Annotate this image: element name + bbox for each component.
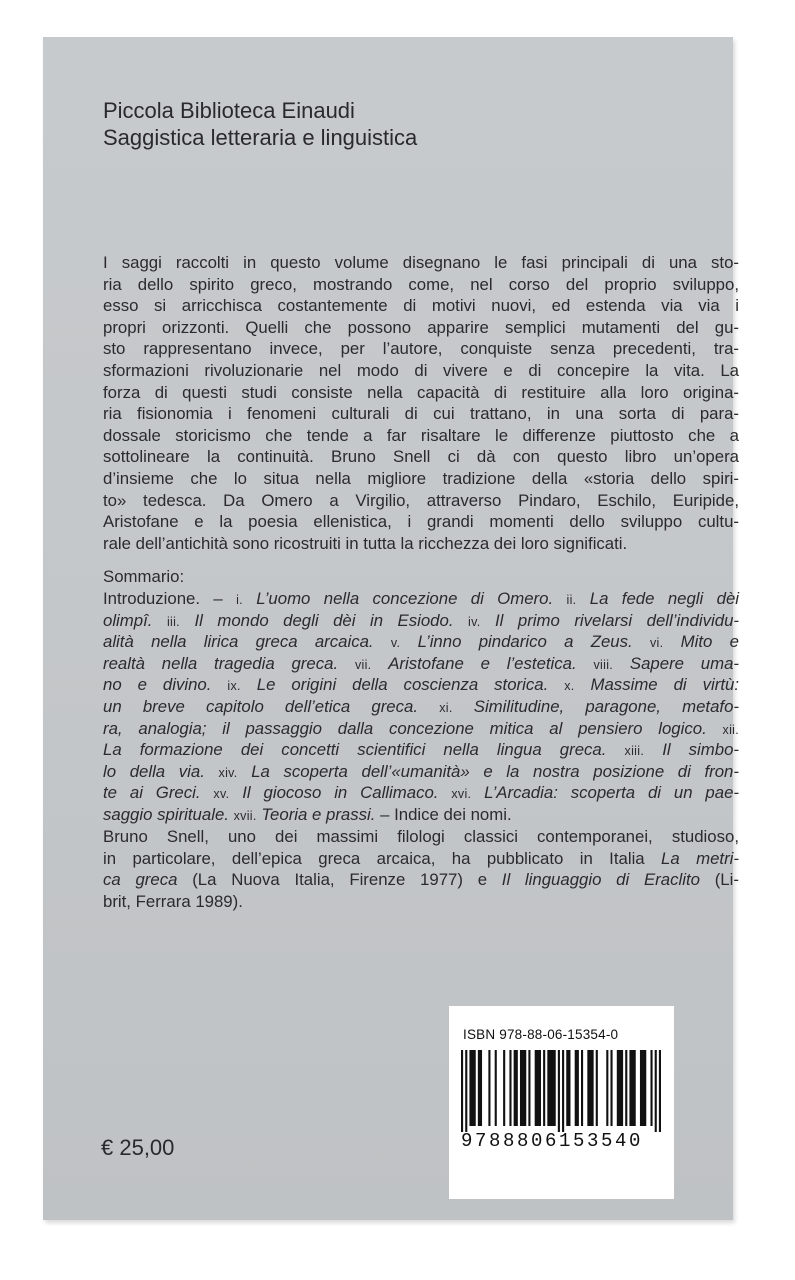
chapter-number: xvi. <box>451 787 472 802</box>
chapter-title: ra, analogia; il passaggio dalla concezione mitica al pensiero logico. <box>103 718 707 738</box>
description-line: to» tedesca. Da Omero a Virgilio, attraverso Pindaro, Eschilo, Euripide, <box>103 490 739 510</box>
barcode-bar <box>509 1050 511 1126</box>
chapter-number: iii. <box>166 614 180 629</box>
barcode-bar <box>520 1050 526 1126</box>
chapter-number: xv. <box>213 787 230 802</box>
table-of-contents <box>103 588 739 826</box>
contents-line <box>103 718 739 740</box>
chapter-number: ix. <box>227 679 241 694</box>
barcode-bar <box>625 1050 627 1126</box>
series-subtitle: Saggistica letteraria e linguistica <box>103 125 418 150</box>
barcode-bar <box>478 1050 482 1126</box>
author-bio <box>103 826 739 912</box>
chapter-number: xi. <box>439 700 453 715</box>
chapter-title: realtà nella tragedia greca. <box>103 653 339 673</box>
barcode-bar <box>528 1050 530 1126</box>
book-title: Il linguaggio di Eraclito <box>501 870 700 890</box>
price: € 25,00 <box>101 1135 175 1160</box>
barcode-bar <box>610 1050 612 1126</box>
contents-line <box>103 588 739 610</box>
chapter-number: iv. <box>468 614 481 629</box>
barcode-bar <box>469 1050 475 1126</box>
chapter-number: xiv. <box>218 765 238 780</box>
barcode <box>461 1050 661 1132</box>
isbn-number: ISBN 978-88-06-15354-0 <box>463 1027 619 1042</box>
contents-intro: Introduzione. – <box>103 589 223 608</box>
barcode-bar <box>575 1050 579 1126</box>
chapter-number: xiii. <box>624 744 645 759</box>
barcode-bar <box>535 1050 541 1126</box>
contents-line <box>103 653 739 675</box>
barcode-bar <box>503 1050 505 1126</box>
chapter-title: saggio spirituale. <box>103 804 229 824</box>
contents-line <box>103 696 739 718</box>
barcode-bar <box>562 1050 564 1132</box>
chapter-number: x. <box>564 679 575 694</box>
barcode-bar <box>596 1050 598 1126</box>
chapter-title: La scoperta dell’«umanità» e la nostra posizione di fron- <box>251 761 739 781</box>
book-title: ca greca <box>103 870 178 890</box>
description-line: propri orizzonti. Quelli che possono apparire semplici mutamenti del gu- <box>103 317 739 337</box>
chapter-title: alità nella lirica greca arcaica. <box>103 632 374 652</box>
chapter-title: lo della via. <box>103 761 205 781</box>
barcode-bar <box>461 1050 463 1132</box>
barcode-bar <box>495 1050 497 1126</box>
bio-text: (Li- <box>714 870 739 890</box>
barcode-bar <box>514 1050 518 1126</box>
contents-title: Sommario: <box>103 567 185 586</box>
chapter-title: un breve capitolo dell’etica greca. <box>103 696 419 716</box>
chapter-number: xii. <box>722 722 739 737</box>
chapter-title: no e divino. <box>103 675 212 695</box>
chapter-title: Similitudine, paragone, metafo- <box>473 696 739 716</box>
chapter-number: ii. <box>566 593 577 607</box>
chapter-title: Teoria e prassi. <box>261 804 376 824</box>
chapter-number: xvii. <box>233 808 257 823</box>
chapter-title: Aristofane e l’estetica. <box>388 653 577 673</box>
chapter-title: Mito e <box>680 632 739 652</box>
barcode-bar <box>655 1050 657 1132</box>
description-line: ria fisionomia i fenomeni culturali di cui trattano, in una sorta di para- <box>103 404 739 424</box>
chapter-title: L’uomo nella concezione di Omero. <box>256 589 554 608</box>
contents-line <box>103 631 739 653</box>
chapter-title: La formazione dei concetti scientifici nella lingua greca. <box>103 740 607 760</box>
description-line: sto rappresentano invece, per l’autore, conquiste senza precedenti, tra- <box>103 339 739 359</box>
description-line: dossale storicismo che tende a far risaltare le differenze piuttosto che a <box>103 425 739 445</box>
description-line: esso si arricchisca costantemente di motivi nuovi, ed estenda via via i <box>103 296 739 316</box>
contents-line <box>103 761 739 783</box>
barcode-bar <box>547 1050 555 1126</box>
chapter-number: vi. <box>649 636 664 651</box>
contents-line <box>103 610 739 632</box>
book-title: La metri- <box>661 848 739 868</box>
bio-text: in particolare, dell’epica greca arcaica, ha pubblicato in Italia <box>103 848 645 868</box>
description-line: sformazioni rivoluzionarie nel modo di vivere e di concepire la vita. La <box>103 360 739 380</box>
isbn-label <box>449 1006 674 1199</box>
bio-line <box>103 869 739 891</box>
index-entry: – Indice dei nomi. <box>380 804 512 824</box>
contents-line <box>103 739 739 761</box>
description-line: d’insieme che lo situa nella migliore tradizione della «storia dello spiri- <box>103 468 739 488</box>
chapter-number: i. <box>236 593 243 607</box>
barcode-bar <box>606 1050 608 1126</box>
chapter-title: Il primo rivelarsi dell’individu- <box>495 610 739 630</box>
chapter-number: vii. <box>354 657 372 672</box>
book-description <box>103 252 739 554</box>
bio-line: brit, Ferrara 1989). <box>103 891 243 911</box>
chapter-title: La fede negli dèi <box>589 589 740 608</box>
barcode-bar <box>488 1050 490 1126</box>
contents-line <box>103 674 739 696</box>
chapter-title: te ai Greci. <box>103 783 201 803</box>
description-line: sottolineare la continuità. Bruno Snell ci dà con questo libro un’opera <box>103 447 739 467</box>
chapter-title: L’Arcadia: scoperta di un pae- <box>484 783 739 803</box>
barcode-bar <box>640 1050 646 1126</box>
description-line: I saggi raccolti in questo volume disegnano le fasi principali di una sto- <box>103 253 739 272</box>
description-line: Aristofane e la poesia ellenistica, i grandi momenti dello sviluppo cultu- <box>103 512 739 532</box>
barcode-digits: 9788806153540 <box>461 1130 644 1152</box>
description-line: forza di questi studi consiste nella capacità di restituire alla loro origina- <box>103 382 739 402</box>
barcode-bar <box>650 1050 652 1126</box>
barcode-bar <box>465 1050 467 1132</box>
barcode-bar <box>587 1050 593 1126</box>
series-name: Piccola Biblioteca Einaudi <box>103 98 355 123</box>
barcode-bar <box>659 1050 661 1132</box>
book-back-cover <box>43 37 740 1220</box>
chapter-title: L’inno pindarico a Zeus. <box>417 632 633 652</box>
chapter-title: Il giocoso in Callimaco. <box>242 783 439 803</box>
chapter-number: viii. <box>593 657 614 672</box>
description-line: ria dello spirito greco, mostrando come, nel corso del proprio sviluppo, <box>103 274 739 294</box>
chapter-title: Massime di virtù: <box>590 675 739 695</box>
chapter-title: Le origini della coscienza storica. <box>256 675 549 695</box>
chapter-title: Il mondo degli dèi in Esiodo. <box>194 610 454 630</box>
chapter-title: Il simbo- <box>662 740 740 760</box>
bio-text: (La Nuova Italia, Firenze 1977) e <box>192 870 488 890</box>
chapter-number: v. <box>390 636 401 651</box>
bio-line: Bruno Snell, uno dei massimi filologi classici contemporanei, studioso, <box>103 827 739 846</box>
contents-line <box>103 804 739 826</box>
barcode-bar <box>617 1050 623 1126</box>
bio-line <box>103 848 739 870</box>
barcode-bar <box>543 1050 545 1126</box>
description-line: rale dell’antichità sono ricostruiti in tutta la ricchezza dei loro significati. <box>103 533 628 553</box>
barcode-bar <box>558 1050 560 1132</box>
barcode-bar <box>629 1050 635 1126</box>
chapter-title: Sapere uma- <box>629 653 740 673</box>
barcode-bar <box>581 1050 583 1126</box>
chapter-title: olimpî. <box>103 610 153 630</box>
contents-line <box>103 782 739 804</box>
barcode-bar <box>566 1050 570 1126</box>
series-header <box>103 97 417 151</box>
